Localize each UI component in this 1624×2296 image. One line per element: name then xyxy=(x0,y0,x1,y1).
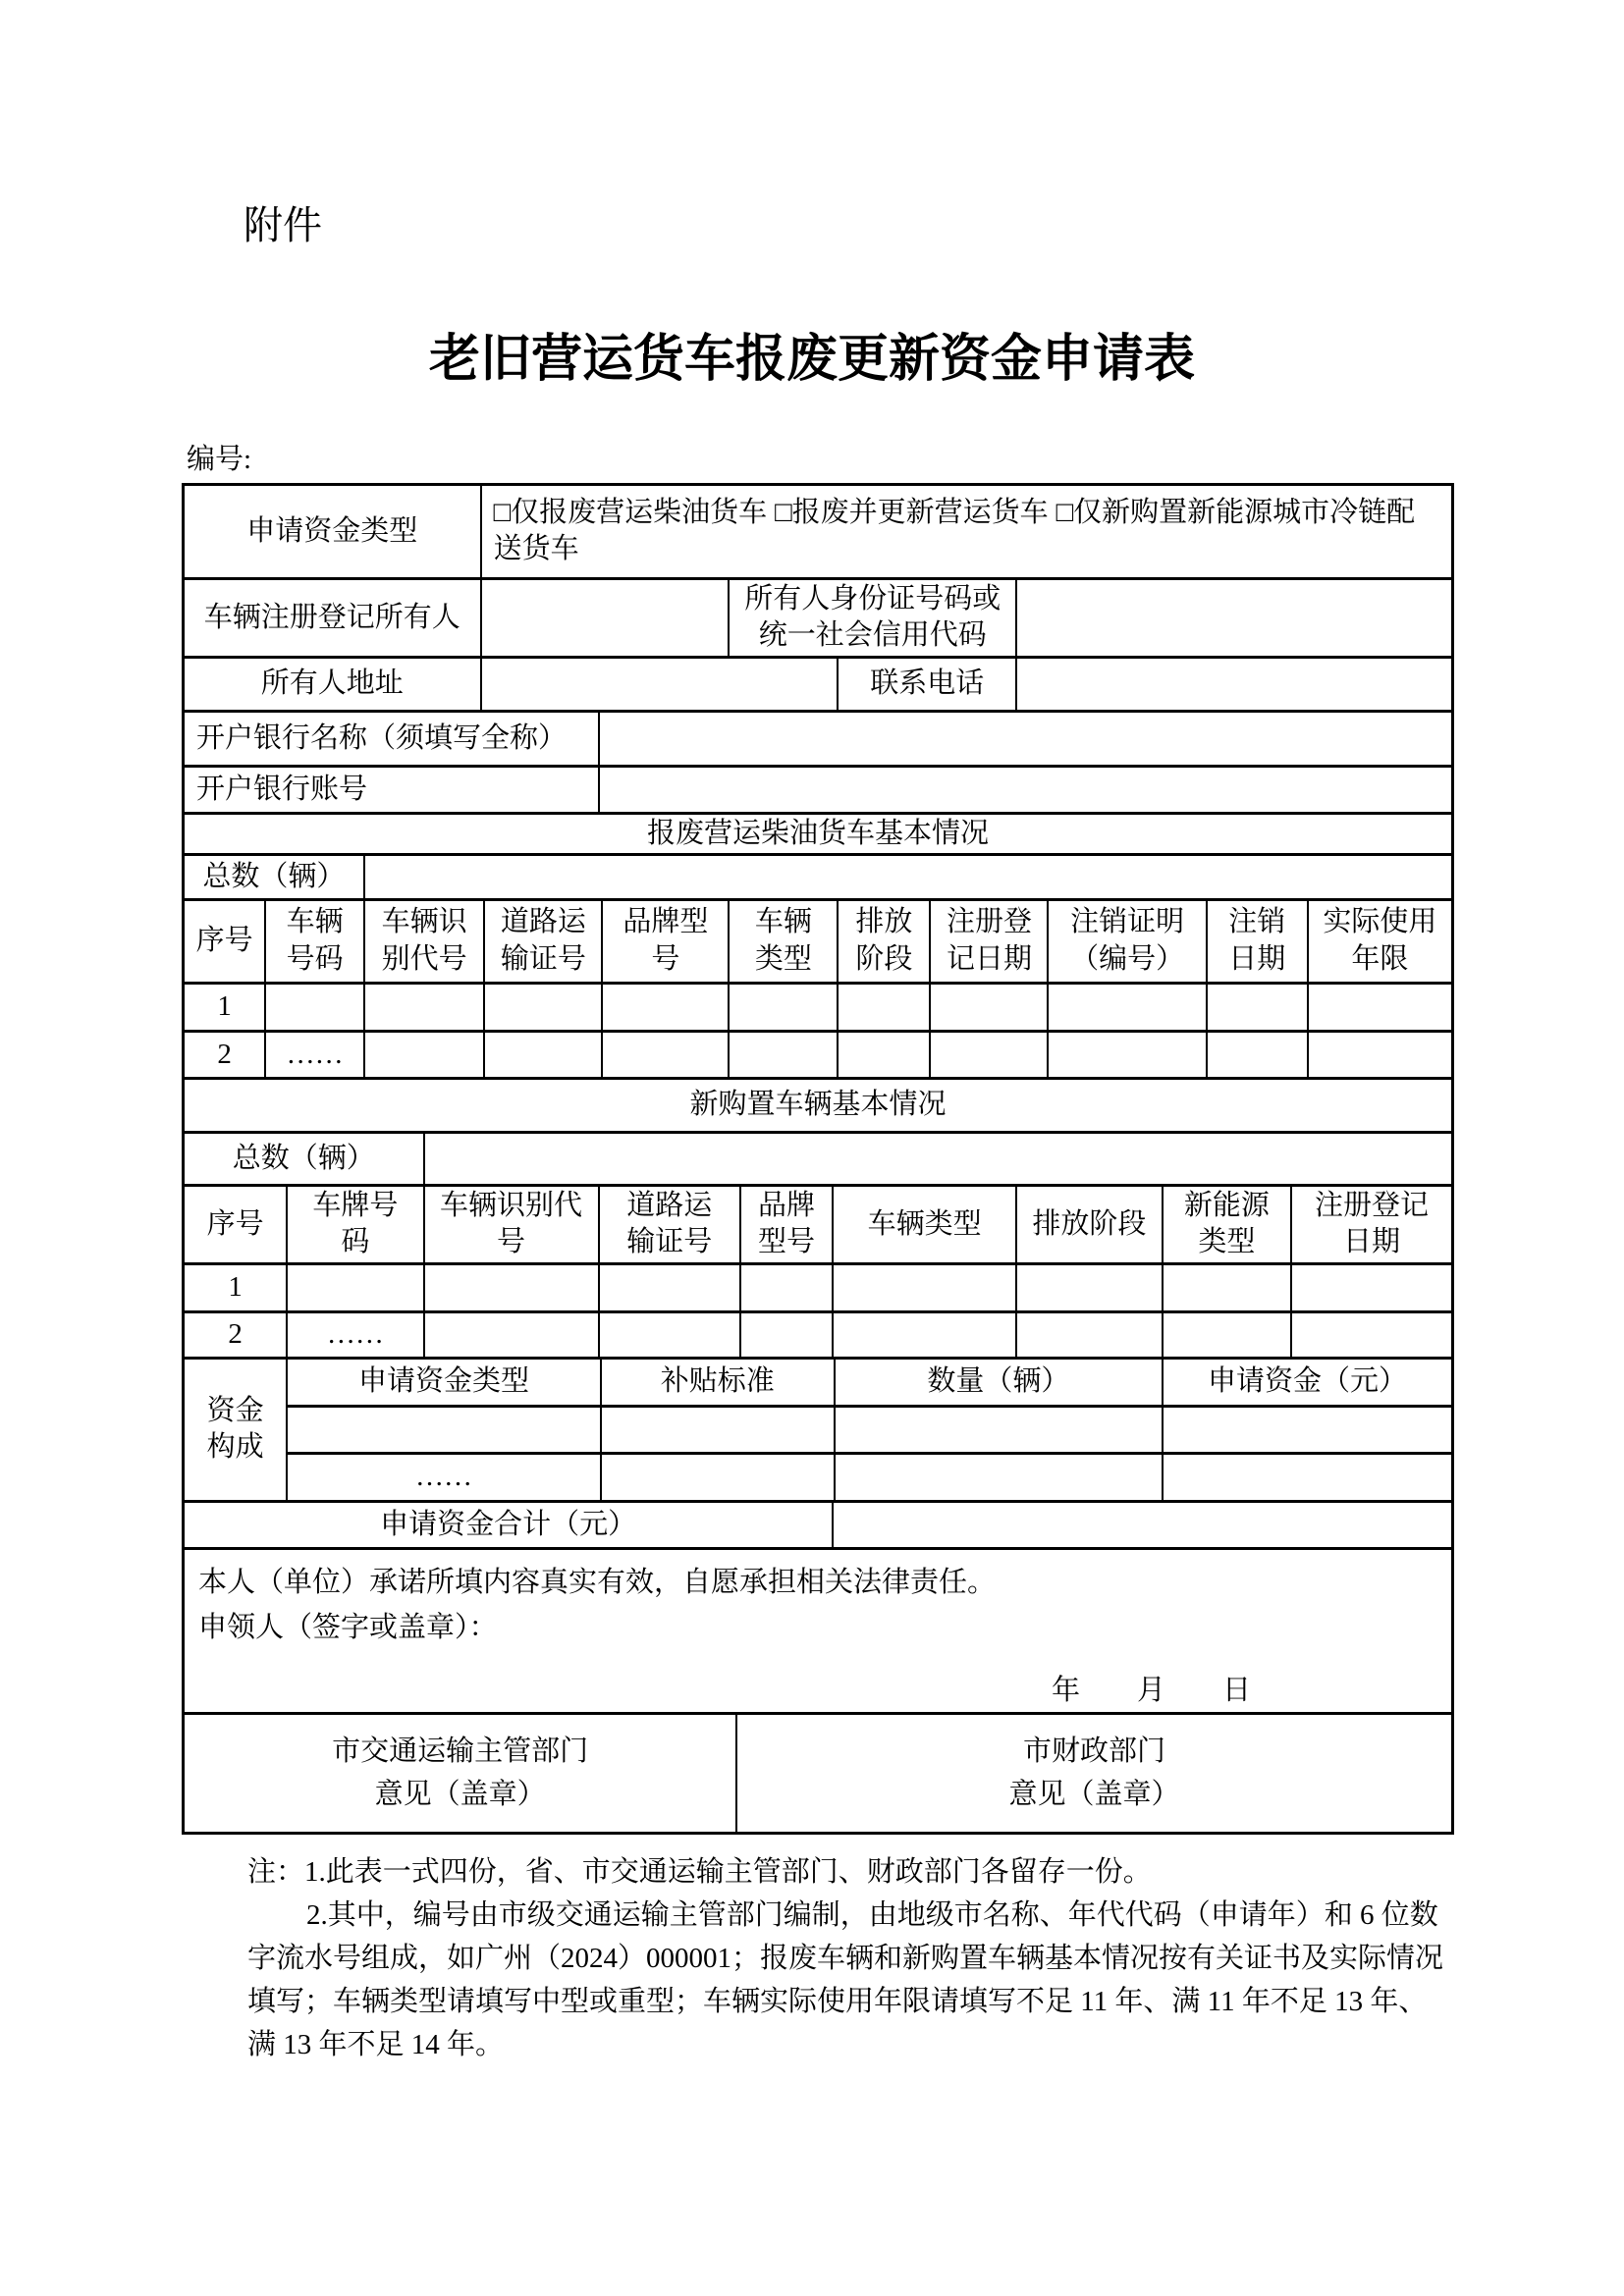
funding-col-type: 申请资金类型 xyxy=(357,1364,529,1397)
col-header-emission-stage: 排放阶段 xyxy=(1015,1187,1161,1262)
funding-type-label: 申请资金类型 xyxy=(246,514,418,547)
signer-label[interactable]: 申领人（签字或盖章）： xyxy=(198,1611,498,1643)
col-header-emission-stage: 排放阶段 xyxy=(837,901,929,982)
input-cell[interactable] xyxy=(601,1033,728,1077)
input-cell[interactable] xyxy=(1206,985,1307,1030)
col-header-new-energy-type: 新能源类型 xyxy=(1162,1187,1291,1262)
funding-total-label: 申请资金合计（元） xyxy=(380,1508,637,1540)
phone-label: 联系电话 xyxy=(837,659,1015,710)
input-cell[interactable] xyxy=(837,1033,929,1077)
scrapped-total-label: 总数（辆） xyxy=(202,860,346,892)
col-header-vehicle-type: 车辆类型 xyxy=(728,901,837,982)
funding-header-row xyxy=(288,1360,1451,1405)
attachment-label: 附件 xyxy=(244,204,322,247)
transport-dept-name: 市交通运输主管部门 xyxy=(332,1735,589,1768)
date-line[interactable]: 年 月 日 xyxy=(1051,1674,1251,1706)
input-cell[interactable] xyxy=(929,985,1047,1030)
row-number: 1 xyxy=(228,1271,243,1304)
input-cell[interactable] xyxy=(1047,985,1205,1030)
finance-dept-opinion-cell[interactable] xyxy=(735,1715,1451,1832)
input-cell[interactable] xyxy=(834,1408,1162,1453)
funding-col-amount: 申请资金（元） xyxy=(1162,1360,1451,1405)
input-cell[interactable] xyxy=(1047,1033,1205,1077)
owner-label: 车辆注册登记所有人 xyxy=(203,601,460,633)
input-cell[interactable] xyxy=(1162,1265,1291,1310)
col-header-transport-cert: 道路运输证号 xyxy=(483,901,601,982)
phone-input[interactable] xyxy=(1015,659,1451,710)
purchased-data-row-1 xyxy=(185,1262,1451,1310)
funding-type-row xyxy=(185,486,1451,577)
ellipsis-cell[interactable]: …… xyxy=(286,1313,422,1357)
scrapped-section-title: 报废营运柴油货车基本情况 xyxy=(646,817,989,849)
input-cell[interactable] xyxy=(1162,1313,1291,1357)
col-header-register-date: 注册登记日期 xyxy=(1290,1187,1451,1262)
col-header-vehicle-no: 车辆号码 xyxy=(264,901,363,982)
input-cell[interactable] xyxy=(837,985,929,1030)
input-cell[interactable] xyxy=(363,985,484,1030)
input-cell[interactable] xyxy=(739,1313,832,1357)
page-title: 老旧营运货车报废更新资金申请表 xyxy=(428,331,1195,388)
funding-option-scrap-only[interactable]: □仅报废营运柴油货车 xyxy=(493,496,768,528)
footnotes xyxy=(247,1850,1455,2066)
input-cell[interactable] xyxy=(1015,1265,1161,1310)
col-header-plate-no: 车牌号码 xyxy=(286,1187,422,1262)
scrapped-total-row xyxy=(185,853,1451,898)
input-cell[interactable] xyxy=(1206,1033,1307,1077)
col-header-deregister-date: 注销日期 xyxy=(1206,901,1307,982)
bank-account-row xyxy=(185,765,1451,812)
input-cell[interactable] xyxy=(929,1033,1047,1077)
finance-dept-name: 市财政部门 xyxy=(1023,1735,1166,1768)
scrapped-total-input[interactable] xyxy=(363,856,1451,898)
purchased-header-row xyxy=(185,1184,1451,1262)
col-header-vehicle-type: 车辆类型 xyxy=(832,1187,1015,1262)
address-row xyxy=(185,656,1451,710)
purchased-data-row-2 xyxy=(185,1310,1451,1357)
col-header-seq: 序号 xyxy=(206,1207,264,1240)
col-header-register-date: 注册登记日期 xyxy=(929,901,1047,982)
input-cell[interactable] xyxy=(286,1265,422,1310)
input-cell[interactable] xyxy=(598,1265,739,1310)
funding-total-input[interactable] xyxy=(832,1503,1451,1547)
bank-account-input[interactable] xyxy=(598,768,1451,812)
address-label: 所有人地址 xyxy=(260,667,404,700)
scrapped-header-row xyxy=(185,898,1451,982)
col-header-brand-model: 品牌型号 xyxy=(601,901,728,982)
owner-row xyxy=(185,577,1451,656)
funding-col-subsidy-standard: 补贴标准 xyxy=(600,1360,834,1405)
bank-name-label: 开户银行名称（须填写全称） xyxy=(196,721,568,754)
purchased-total-row xyxy=(185,1131,1451,1184)
input-cell[interactable] xyxy=(600,1408,834,1453)
transport-dept-opinion-label: 意见（盖章） xyxy=(374,1779,546,1811)
input-cell[interactable] xyxy=(363,1033,484,1077)
owner-id-label: 所有人身份证号码或统一社会信用代码 xyxy=(728,580,1015,656)
note-2: 2.其中，编号由市级交通运输主管部门编制，由地级市名称、年代代码（申请年）和 6 位数字流水号组成，如广州（2024）000001；报废车辆和新购置车辆基本情况按有关证书及实际情况填写；车辆类型请填写中型或重型；车辆实际使用年限请填写不足 11 年、满 11 年不足 13 年、满 13 年不足 14 年。 xyxy=(247,1898,1444,2060)
input-cell[interactable] xyxy=(1162,1455,1451,1500)
input-cell[interactable] xyxy=(423,1313,598,1357)
owner-input[interactable] xyxy=(480,580,729,656)
bank-name-row xyxy=(185,710,1451,765)
funding-option-new-energy-coldchain[interactable]: □仅新购置新能源城市冷链配送货车 xyxy=(493,496,1416,565)
row-number: 2 xyxy=(228,1318,243,1351)
col-header-seq: 序号 xyxy=(195,925,253,957)
bank-account-label: 开户银行账号 xyxy=(196,773,368,805)
input-cell[interactable] xyxy=(423,1265,598,1310)
address-input[interactable] xyxy=(480,659,838,710)
approval-row xyxy=(185,1712,1451,1832)
input-cell[interactable] xyxy=(1290,1313,1451,1357)
col-header-vin: 车辆识别代号 xyxy=(363,901,484,982)
input-cell[interactable] xyxy=(288,1408,600,1453)
owner-id-input[interactable] xyxy=(1015,580,1451,656)
ellipsis-cell[interactable]: …… xyxy=(414,1461,472,1493)
purchased-total-label: 总数（辆） xyxy=(232,1142,375,1174)
funding-composition-block xyxy=(185,1357,1451,1500)
purchased-section-row xyxy=(185,1077,1451,1131)
input-cell[interactable] xyxy=(264,985,363,1030)
funding-data-row-2 xyxy=(288,1452,1451,1500)
input-cell[interactable] xyxy=(834,1455,1162,1500)
input-cell[interactable] xyxy=(1015,1313,1161,1357)
input-cell[interactable] xyxy=(1307,1033,1451,1077)
input-cell[interactable] xyxy=(1307,985,1451,1030)
ellipsis-cell[interactable]: …… xyxy=(264,1033,363,1077)
input-cell[interactable] xyxy=(832,1265,1015,1310)
funding-option-scrap-and-renew[interactable]: □报废并更新营运货车 xyxy=(775,496,1049,528)
application-form-table xyxy=(182,483,1454,1835)
input-cell[interactable] xyxy=(1290,1265,1451,1310)
funding-total-row xyxy=(185,1500,1451,1547)
input-cell[interactable] xyxy=(483,1033,601,1077)
input-cell[interactable] xyxy=(483,985,601,1030)
col-header-brand-model: 品牌型号 xyxy=(739,1187,832,1262)
funding-col-quantity: 数量（辆） xyxy=(834,1360,1162,1405)
serial-number-label: 编号: xyxy=(187,444,252,476)
row-number: 2 xyxy=(217,1038,232,1070)
input-cell[interactable] xyxy=(832,1313,1015,1357)
funding-type-options xyxy=(480,486,1451,577)
input-cell[interactable] xyxy=(728,1033,837,1077)
note-1: 注：1.此表一式四份，省、市交通运输主管部门、财政部门各留存一份。 xyxy=(247,1855,1152,1888)
input-cell[interactable] xyxy=(1162,1408,1451,1453)
funding-data-row-1 xyxy=(288,1405,1451,1453)
input-cell[interactable] xyxy=(739,1265,832,1310)
col-header-transport-cert: 道路运输证号 xyxy=(598,1187,739,1262)
funding-group-label: 资金构成 xyxy=(206,1394,264,1464)
declaration-text: 本人（单位）承诺所填内容真实有效，自愿承担相关法律责任。 xyxy=(198,1566,997,1598)
input-cell[interactable] xyxy=(601,985,728,1030)
bank-name-input[interactable] xyxy=(598,713,1451,765)
col-header-deregister-cert: 注销证明（编号） xyxy=(1047,901,1205,982)
declaration-cell xyxy=(185,1550,1451,1712)
col-header-actual-years: 实际使用年限 xyxy=(1307,901,1451,982)
purchased-total-input[interactable] xyxy=(423,1134,1451,1184)
input-cell[interactable] xyxy=(600,1455,834,1500)
input-cell[interactable] xyxy=(598,1313,739,1357)
input-cell[interactable] xyxy=(728,985,837,1030)
row-number: 1 xyxy=(217,990,232,1023)
funding-composition-rows xyxy=(286,1360,1451,1500)
col-header-vin: 车辆识别代号 xyxy=(423,1187,598,1262)
scrapped-data-row-2 xyxy=(185,1030,1451,1077)
purchased-section-title: 新购置车辆基本情况 xyxy=(689,1089,947,1121)
transport-dept-opinion-cell[interactable] xyxy=(185,1715,735,1832)
scrapped-section-row xyxy=(185,812,1451,853)
finance-dept-opinion-label: 意见（盖章） xyxy=(1008,1779,1180,1811)
declaration-row xyxy=(185,1547,1451,1712)
scrapped-data-row-1 xyxy=(185,982,1451,1030)
